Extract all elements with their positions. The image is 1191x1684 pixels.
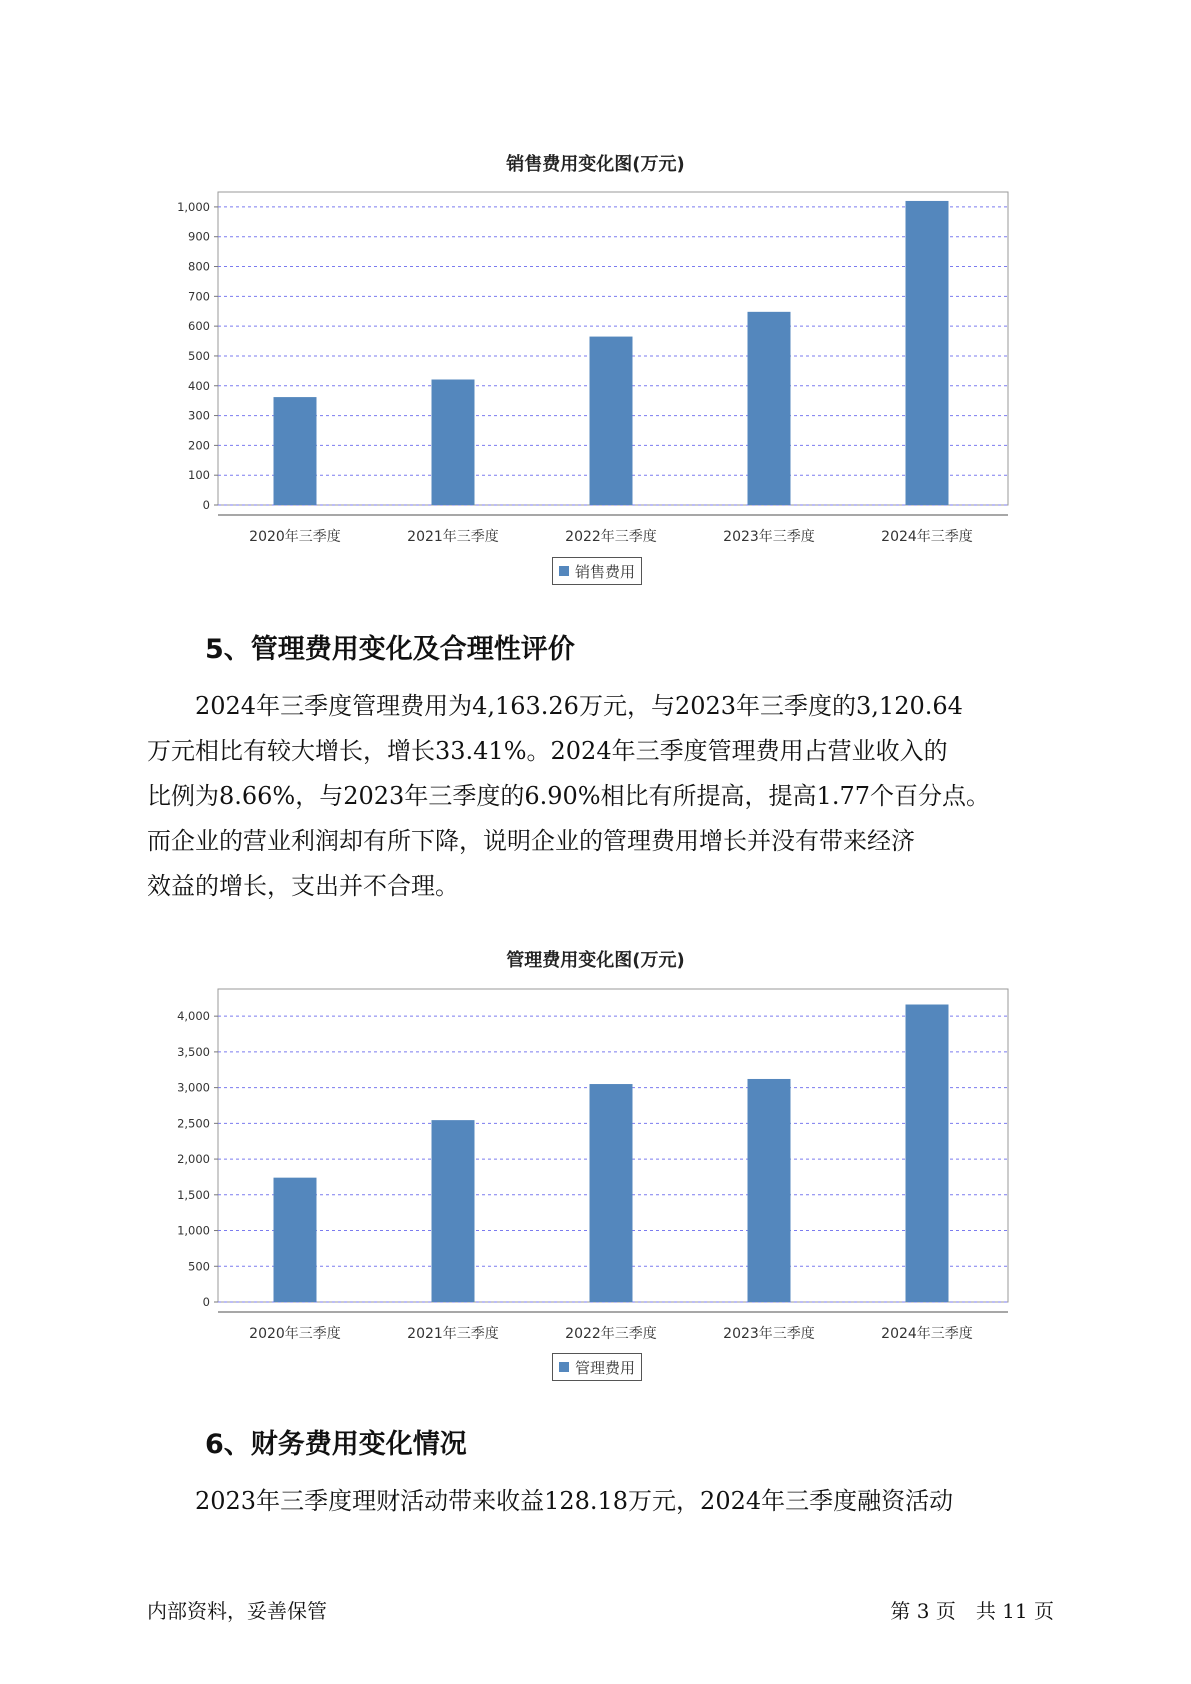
- x-tick-label: 2024年三季度: [881, 529, 973, 545]
- y-tick-label: 4,000: [177, 1009, 210, 1024]
- y-tick-label: 0: [202, 1295, 210, 1309]
- section-6-paragraph: [147, 1479, 1047, 1524]
- bar: [432, 1120, 475, 1302]
- chart-1-plot: [150, 180, 1030, 560]
- y-tick-label: 1,000: [177, 199, 210, 214]
- y-tick-label: 900: [188, 229, 210, 244]
- bar: [906, 1005, 949, 1302]
- chart-1-legend-label: 销售费用: [575, 562, 636, 581]
- paragraph-line: 而企业的营业利润却有所下降，说明企业的管理费用增长并没有带来经济: [147, 827, 915, 855]
- chart-2-title: 管理费用变化图(万元): [506, 950, 685, 971]
- y-tick-label: 0: [202, 498, 210, 512]
- x-tick-label: 2022年三季度: [565, 529, 657, 545]
- x-tick-label: 2023年三季度: [723, 529, 815, 545]
- y-tick-label: 2,500: [177, 1116, 210, 1131]
- paragraph-line: 万元相比有较大增长，增长33.41%。2024年三季度管理费用占营业收入的: [147, 737, 948, 765]
- y-tick-label: 500: [188, 348, 210, 363]
- x-tick-label: 2021年三季度: [407, 529, 499, 545]
- chart-1-title: 销售费用变化图(万元): [506, 154, 685, 175]
- x-tick-label: 2020年三季度: [249, 1326, 341, 1342]
- y-tick-label: 1,000: [177, 1223, 210, 1238]
- bar: [274, 1178, 317, 1302]
- bar: [748, 1079, 791, 1302]
- chart-2-legend: [552, 1353, 642, 1381]
- section-6-heading: 6、财务费用变化情况: [205, 1429, 467, 1460]
- x-tick-label: 2022年三季度: [565, 1326, 657, 1342]
- chart-2-legend-label: 管理费用: [575, 1358, 636, 1377]
- x-tick-label: 2020年三季度: [249, 529, 341, 545]
- legend-swatch: [559, 566, 569, 576]
- y-tick-label: 3,000: [177, 1080, 210, 1095]
- bar: [274, 397, 317, 505]
- bar: [906, 201, 949, 505]
- y-tick-label: 3,500: [177, 1044, 210, 1059]
- y-tick-label: 800: [188, 259, 210, 274]
- y-tick-label: 2,000: [177, 1152, 210, 1167]
- y-tick-label: 600: [188, 319, 210, 334]
- y-tick-label: 200: [188, 438, 210, 453]
- x-tick-label: 2021年三季度: [407, 1326, 499, 1342]
- section-5-paragraph: [147, 684, 1047, 909]
- y-tick-label: 400: [188, 378, 210, 393]
- chart-1-legend: [552, 557, 642, 585]
- bar: [432, 380, 475, 505]
- y-tick-label: 700: [188, 289, 210, 304]
- x-tick-label: 2024年三季度: [881, 1326, 973, 1342]
- bar: [590, 337, 633, 505]
- bar: [748, 312, 791, 505]
- bar: [590, 1084, 633, 1302]
- paragraph-line: 效益的增长，支出并不合理。: [147, 872, 459, 900]
- y-tick-label: 500: [188, 1259, 210, 1274]
- section-5-heading: 5、管理费用变化及合理性评价: [205, 634, 575, 665]
- legend-swatch: [559, 1362, 569, 1372]
- paragraph-line: 2024年三季度管理费用为4,163.26万元，与2023年三季度的3,120.64: [147, 692, 963, 720]
- footer-left: 内部资料，妥善保管: [147, 1599, 327, 1623]
- y-tick-label: 100: [188, 468, 210, 483]
- footer-right: 第 3 页 共 11 页: [890, 1599, 1054, 1623]
- y-tick-label: 300: [188, 408, 210, 423]
- paragraph-line: 2023年三季度理财活动带来收益128.18万元，2024年三季度融资活动: [147, 1487, 954, 1515]
- y-tick-label: 1,500: [177, 1187, 210, 1202]
- x-tick-label: 2023年三季度: [723, 1326, 815, 1342]
- chart-2-plot: [150, 977, 1030, 1357]
- paragraph-line: 比例为8.66%，与2023年三季度的6.90%相比有所提高，提高1.77个百分点。: [147, 782, 990, 810]
